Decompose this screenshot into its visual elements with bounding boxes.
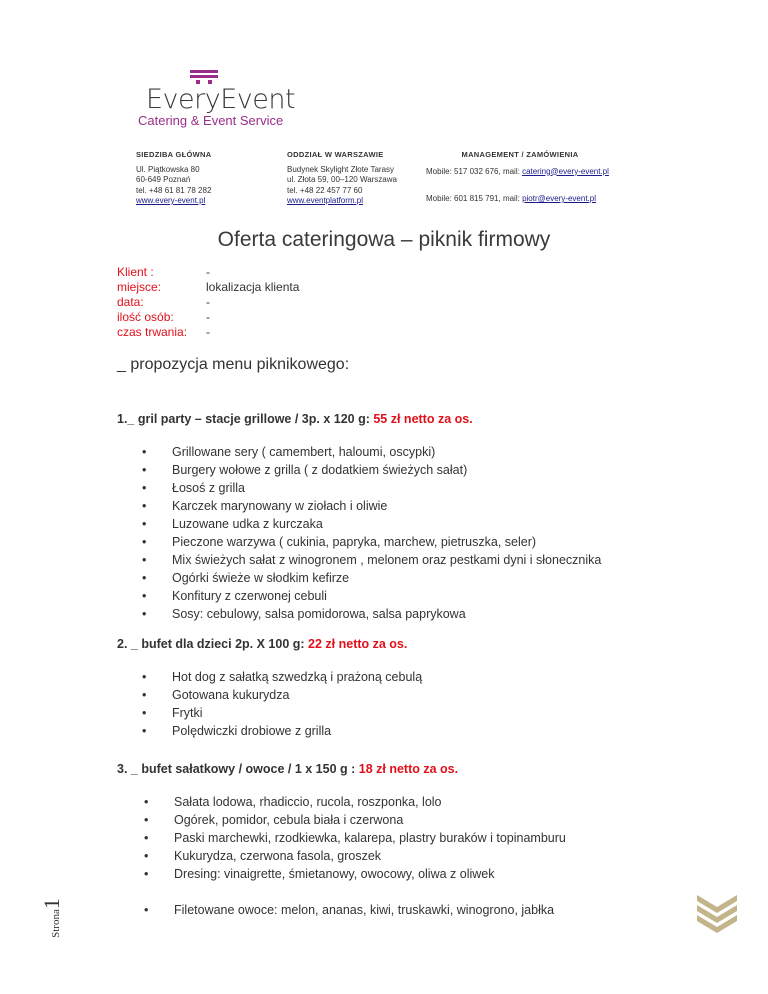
mgmt-mail1-link[interactable]: catering@every-event.pl bbox=[522, 166, 609, 176]
section-1-title: 1._ gril party – stacje grillowe / 3p. x 120 g: bbox=[117, 412, 374, 426]
section-1-price: 55 zł netto za os. bbox=[373, 412, 473, 426]
page-number bbox=[38, 895, 76, 938]
client-values bbox=[206, 265, 299, 340]
client-label: Klient : bbox=[117, 265, 154, 279]
mgmt-contact bbox=[426, 150, 626, 205]
list-item: • Łosoś z grilla bbox=[142, 479, 601, 497]
list-item: • Burgery wołowe z grilla ( z dodatkiem świeżych sałat) bbox=[142, 461, 601, 479]
section-3-heading bbox=[117, 762, 458, 776]
warsaw-contact bbox=[287, 150, 397, 207]
client-value: - bbox=[206, 310, 210, 324]
warsaw-title: ODDZIAŁ W WARSZAWIE bbox=[287, 150, 384, 159]
page-label: Strona bbox=[49, 909, 62, 938]
list-item: • Gotowana kukurydza bbox=[142, 686, 422, 704]
list-item: • Luzowane udka z kurczaka bbox=[142, 515, 601, 533]
section-2-heading bbox=[117, 637, 407, 651]
client-label: miejsce: bbox=[117, 280, 162, 294]
client-label: czas trwania: bbox=[117, 325, 188, 339]
list-item: • Sosy: cebulowy, salsa pomidorowa, salsa paprykowa bbox=[142, 605, 601, 623]
page-title: Oferta cateringowa – piknik firmowy bbox=[217, 228, 551, 251]
list-item: • Ogórek, pomidor, cebula biała i czerwona bbox=[144, 811, 566, 829]
hq-contact bbox=[136, 150, 211, 207]
list-item: • Pieczone warzywa ( cukinia, papryka, marchew, pietruszka, seler) bbox=[142, 533, 601, 551]
chevron-down-icon bbox=[697, 895, 737, 933]
mgmt-line1 bbox=[426, 167, 626, 178]
warsaw-line1: Budynek Skylight Złote Tarasy bbox=[287, 164, 395, 174]
list-item: • Dresing: vinaigrette, śmietanowy, owocowy, oliwa z oliwek bbox=[144, 865, 566, 883]
mgmt-mobile1: Mobile: 517 032 676, mail: bbox=[426, 166, 523, 176]
menu-subheading: _ propozycja menu piknikowego: bbox=[117, 356, 350, 373]
client-value: lokalizacja klienta bbox=[206, 280, 300, 294]
warsaw-link[interactable]: www.eventplatform.pl bbox=[287, 196, 364, 205]
list-item: • Paski marchewki, rzodkiewka, kalarepa, plastry buraków i topinamburu bbox=[144, 829, 566, 847]
list-item: • Sałata lodowa, rhadiccio, rucola, roszponka, lolo bbox=[144, 793, 566, 811]
client-value: - bbox=[206, 295, 210, 309]
logo-wordmark: EveryEvent bbox=[146, 84, 296, 115]
mgmt-mobile2: Mobile: 601 815 791, mail: bbox=[426, 194, 523, 203]
list-item: • Ogórki świeże w słodkim kefirze bbox=[142, 569, 601, 587]
warsaw-line3: tel. +48 22 457 77 60 bbox=[287, 185, 363, 195]
client-value: - bbox=[206, 265, 210, 279]
list-item: • Grillowane sery ( camembert, haloumi, oscypki) bbox=[142, 443, 601, 461]
hq-link[interactable]: www.every-event.pl bbox=[136, 196, 206, 205]
section-2-price: 22 zł netto za os. bbox=[308, 637, 408, 651]
page-number-value: 1 bbox=[38, 898, 64, 910]
list-item: • Karczek marynowany w ziołach i oliwie bbox=[142, 497, 601, 515]
list-item: • Mix świeżych sałat z winogronem , melonem oraz pestkami dyni i słonecznika bbox=[142, 551, 601, 569]
list-item: • Kukurydza, czerwona fasola, groszek bbox=[144, 847, 566, 865]
hq-title: SIEDZIBA GŁÓWNA bbox=[136, 150, 212, 159]
list-item: • Frytki bbox=[142, 704, 422, 722]
hq-line1: Ul. Piątkowska 80 bbox=[136, 164, 200, 174]
list-item: • Filetowane owoce: melon, ananas, kiwi, truskawki, winogrono, jabłka bbox=[144, 901, 554, 919]
section-2-list bbox=[142, 668, 422, 740]
list-item: • Polędwiczki drobiowe z grilla bbox=[142, 722, 422, 740]
section-1-heading bbox=[117, 412, 473, 426]
mgmt-title: MANAGEMENT / ZAMÓWIENIA bbox=[461, 150, 579, 159]
mgmt-line2 bbox=[426, 194, 626, 205]
section-3-price: 18 zł netto za os. bbox=[358, 762, 459, 776]
client-label: ilość osób: bbox=[117, 310, 174, 324]
client-label: data: bbox=[117, 295, 144, 309]
section-3-title: 3. _ bufet sałatkowy / owoce / 1 x 150 g : bbox=[117, 762, 359, 776]
hq-line3: tel. +48 61 81 78 282 bbox=[136, 185, 212, 195]
hq-line2: 60-649 Poznań bbox=[136, 175, 191, 184]
client-value: - bbox=[206, 325, 210, 339]
list-item: • Konfitury z czerwonej cebuli bbox=[142, 587, 601, 605]
warsaw-line2: ul. Złota 59, 00–120 Warszawa bbox=[287, 175, 397, 184]
section-2-title: 2. _ bufet dla dzieci 2p. X 100 g: bbox=[117, 637, 309, 651]
section-1-list bbox=[142, 443, 601, 623]
section-3-list bbox=[144, 793, 566, 883]
logo-mark-icon bbox=[190, 70, 218, 84]
logo-subtitle: Catering & Event Service bbox=[138, 113, 284, 128]
client-labels bbox=[117, 265, 187, 340]
section-3-list-fruit bbox=[144, 901, 554, 919]
mgmt-mail2-link[interactable]: piotr@every-event.pl bbox=[522, 194, 596, 203]
list-item: • Hot dog z sałatką szwedzką i prażoną cebulą bbox=[142, 668, 422, 686]
